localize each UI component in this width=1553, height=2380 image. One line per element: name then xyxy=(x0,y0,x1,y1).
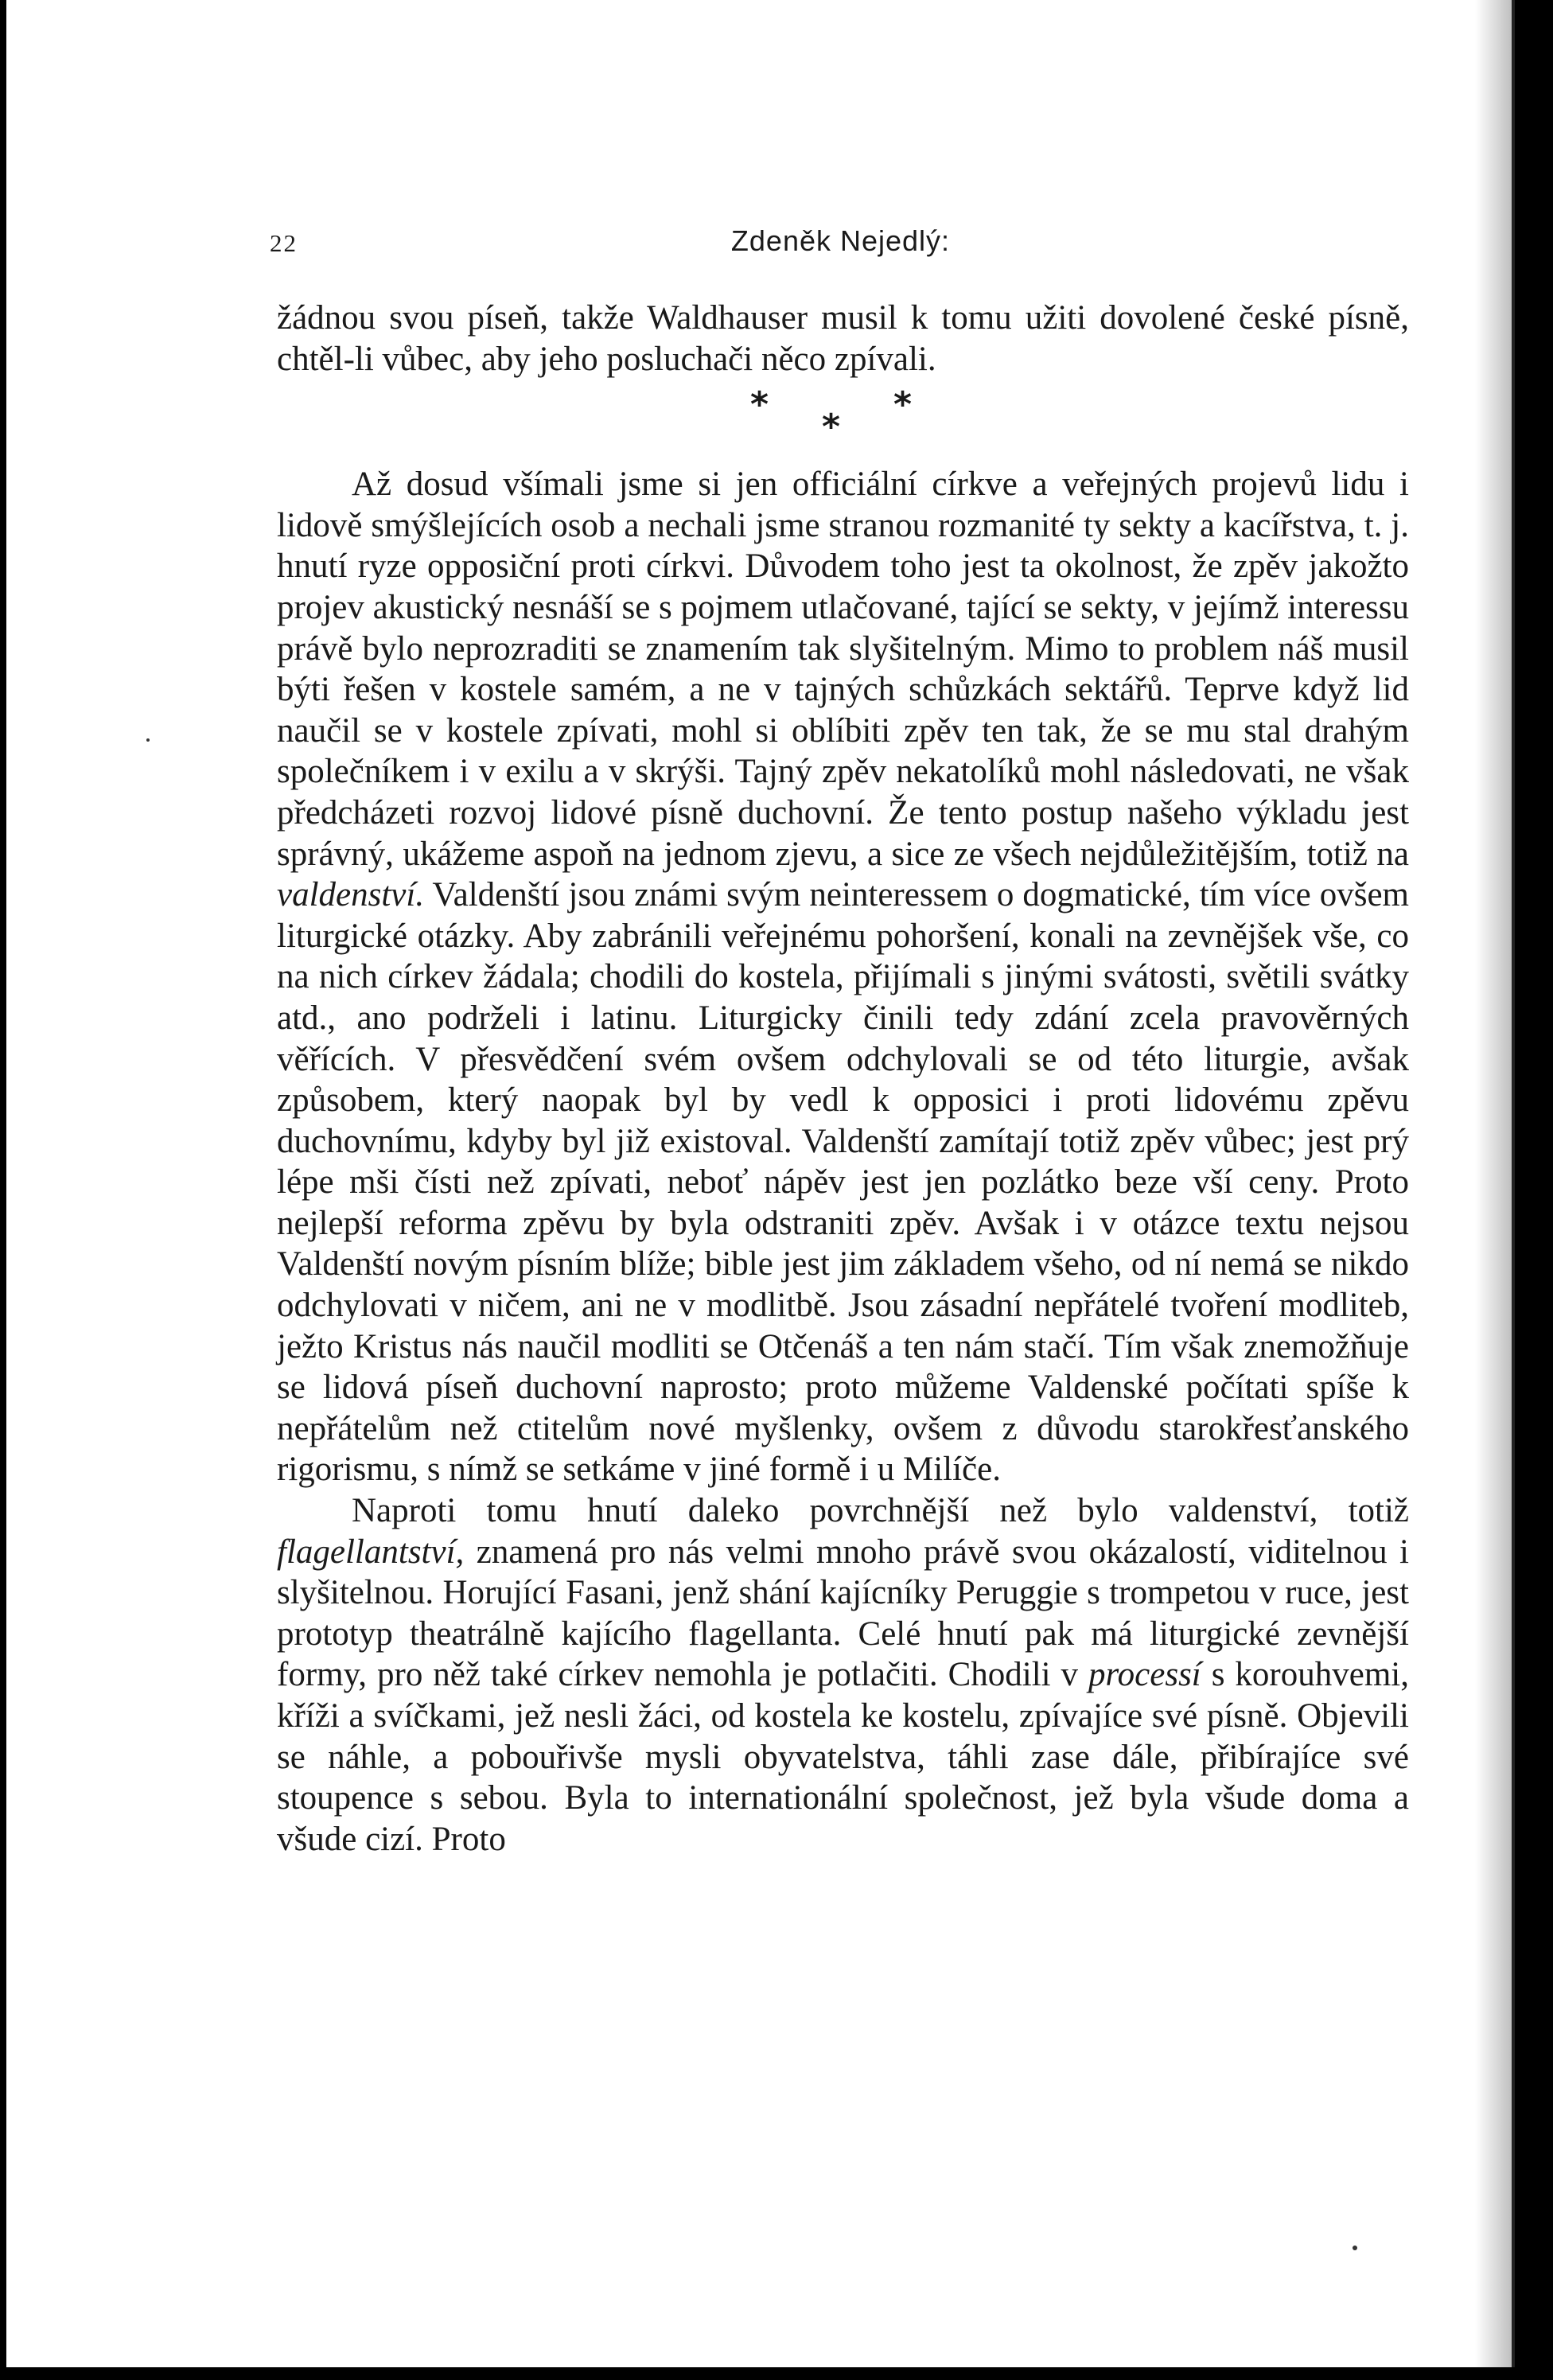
paragraph-2-text-b: Valdenští jsou známi svým neinteressem o dogmatické, tím více ovšem liturgické otázky. Aby zabránili veřejnému pohoršení, konali na zevnějšek vše, co na nich církev žádala; chodili do kostela, přijímali s jinými svátosti, světili svátky atd., ano podrželi i latinu. Liturgicky činili tedy zdání zcela pravověrných věřících. V přesvědčení svém ovšem odchylovali se od této liturgie, avšak způsobem, který naopak byl by vedl k opposici i proti lidovému zpěvu duchovnímu, kdyby byl již existoval. Valdenští zamítají totiž zpěv vůbec; jest prý lépe mši čísti než zpívati, neboť nápěv jest jen pozlátko beze vší ceny. Proto nejlepší reforma zpěvu by byla odstraniti zpěv. Avšak i v otázce textu nejsou Valdenští novým písním blíže; bible jest jim základem všeho, od ní nemá se nikdo odchylovati v ničem, ani ne v modlitbě. Jsou zásadní nepřátelé tvoření modliteb, ježto Kristus nás naučil modliti se Otčenáš a ten nám stačí. Tím však znemožňuje se lidová píseň duchovní naprosto; proto můžeme Valdenské počítati spíše k nepřátelům než ctitelům nové myšlenky, ovšem z důvodu starokřesťanského rigorismu, s nímž se setkáme v jiné formě i u Milíče. xyxy=(277,876,1409,1489)
book-page xyxy=(6,0,1515,2367)
paper-speck xyxy=(146,738,150,742)
asterisk: * xyxy=(893,384,913,426)
section-break-asterism xyxy=(277,383,1409,451)
paragraph-3-text-c: s korouhvemi, kříži a svíčkami, jež nesli žáci, od kostela ke kostelu, zpívajíce své písně. Objevili se náhle, a pobouřivše mysli obyvatelstva, táhli zase dále, přibírajíce své stoupence s sebou. Byla to internationální společnost, jež byla všude doma a všude cizí. Proto xyxy=(277,1656,1409,1858)
paper-speck xyxy=(1353,2246,1357,2250)
paragraph-3-text-b: znamená pro nás velmi mnoho právě svou okázalostí, viditelnou i slyšitelnou. Horující Fasani, jenž shání kajícníky Peruggie s trompetou v ruce, jest prototyp theatrálně kajícího flagellanta. Celé hnutí pak má liturgické zevnější formy, pro něž také církev nemohla je potlačiti. Chodili v xyxy=(277,1533,1409,1694)
spine-shadow xyxy=(1475,0,1512,2367)
term-processi: processí xyxy=(1088,1656,1201,1694)
paragraph-3 xyxy=(277,1490,1409,1860)
paragraph-2-text-a: Až dosud všímali jsme si jen officiální církve a veřejných projevů lidu i lidově smýšlejících osob a nechali jsme stranou rozmanité ty sekty a kacířstva, t. j. hnutí ryze opposiční proti církvi. Důvodem toho jest ta okolnost, že zpěv jakožto projev akustický nesnáší se s pojmem utlačované, tající se sekty, v jejímž interessu právě bylo neprozraditi se znamením tak slyšitelným. Mimo to problem náš musil býti řešen v kostele samém, a ne v tajných schůzkách sektářů. Teprve když lid naučil se v kostele zpívati, mohl si oblíbiti zpěv ten tak, že se mu stal drahým společníkem i v exilu a v skrýši. Tajný zpěv nekatolíků mohl následovati, ne však předcházeti rozvoj lidové písně duchovní. Že tento postup našeho výkladu jest správný, ukážeme aspoň na jednom zjevu, a sice ze všech nejdůležitějším, totiž na xyxy=(277,465,1410,873)
asterisk: * xyxy=(822,407,841,448)
page-header xyxy=(267,224,1415,264)
page-number: 22 xyxy=(270,229,298,257)
asterisk: * xyxy=(750,384,769,426)
paragraph-1: žádnou svou píseň, takže Waldhauser musil k tomu užiti dovolené české písně, chtěl-li vůbec, aby jeho posluchači něco zpívali. xyxy=(277,299,1409,378)
paragraph-3-text-a: Naproti tomu hnutí daleko povrchnější než bylo valdenství, totiž xyxy=(352,1492,1409,1530)
term-valdenstvi: valdenství. xyxy=(277,876,425,914)
running-head: Zdeněk Nejedlý: xyxy=(730,224,951,257)
term-flagellantstvi: flagellantství, xyxy=(277,1533,465,1571)
body-text xyxy=(277,298,1409,1860)
paragraph-2 xyxy=(277,464,1409,1490)
